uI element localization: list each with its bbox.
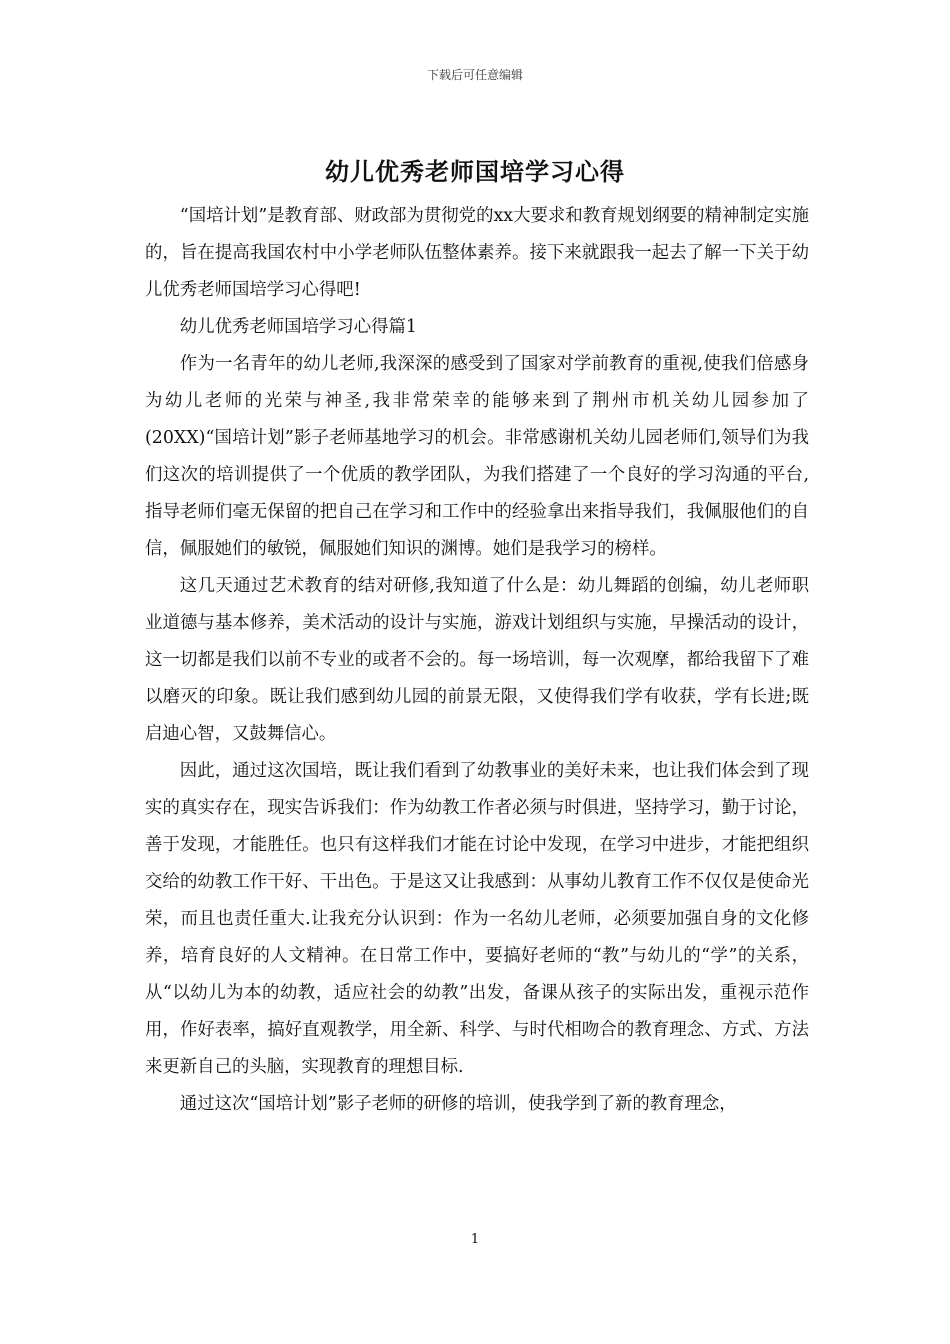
body-paragraph: 通过这次“国培计划”影子老师的研修的培训，使我学到了新的教育理念，	[179, 1094, 737, 1114]
body-paragraph: 这几天通过艺术教育的结对研修,我知道了什么是：幼儿舞蹈的创编，幼儿老师职业道德与基本修养，美术活动的设计与实施，游戏计划组织与实施，早操活动的设计，这一切都是我们以前不专业的或者不会的。每一场培训，每一次观摩，都给我留下了难以磨灭的印象。既让我们感到幼儿园的前景无限，又使得我们学有收获，学有长进;既启迪心智，又鼓舞信心。	[145, 576, 809, 744]
body-paragraph: 作为一名青年的幼儿老师,我深深的感受到了国家对学前教育的重视,使我们倍感身为幼儿老师的光荣与神圣,我非常荣幸的能够来到了荆州市机关幼儿园参加了(20XX)“国培计划”影子老师基地学习的机会。非常感谢机关幼儿园老师们,领导们为我们这次的培训提供了一个优质的教学团队，为我们搭建了一个良好的学习沟通的平台,指导老师们毫无保留的把自己在学习和工作中的经验拿出来指导我们，我佩服他们的自信，佩服她们的敏锐，佩服她们知识的渊博。她们是我学习的榜样。	[145, 354, 809, 559]
section-heading: 幼儿优秀老师国培学习心得篇1	[179, 317, 417, 337]
header-note: 下载后可任意编辑	[426, 68, 523, 82]
intro-paragraph: “国培计划”是教育部、财政部为贯彻党的xx大要求和教育规划纲要的精神制定实施的，旨在提高我国农村中小学老师队伍整体素养。接下来就跟我一起去了解一下关于幼儿优秀老师国培学习心得吧!	[145, 206, 809, 300]
document-body	[145, 198, 809, 1123]
body-paragraph: 因此，通过这次国培，既让我们看到了幼教事业的美好未来，也让我们体会到了现实的真实存在，现实告诉我们：作为幼教工作者必须与时俱进，坚持学习，勤于讨论，善于发现，才能胜任。也只有这样我们才能在讨论中发现，在学习中进步，才能把组织交给的幼教工作干好、干出色。于是这又让我感到：从事幼儿教育工作不仅仅是使命光荣，而且也责任重大.让我充分认识到：作为一名幼儿老师，必须要加强自身的文化修养，培育良好的人文精神。在日常工作中，要搞好老师的“教”与幼儿的“学”的关系，从“以幼儿为本的幼教，适应社会的幼教”出发，备课从孩子的实际出发，重视示范作用，作好表率，搞好直观教学，用全新、科学、与时代相吻合的教育理念、方式、方法来更新自己的头脑，实现教育的理想目标.	[145, 761, 809, 1077]
document-title: 幼儿优秀老师国培学习心得	[325, 157, 625, 186]
page-number: 1	[470, 1232, 480, 1247]
